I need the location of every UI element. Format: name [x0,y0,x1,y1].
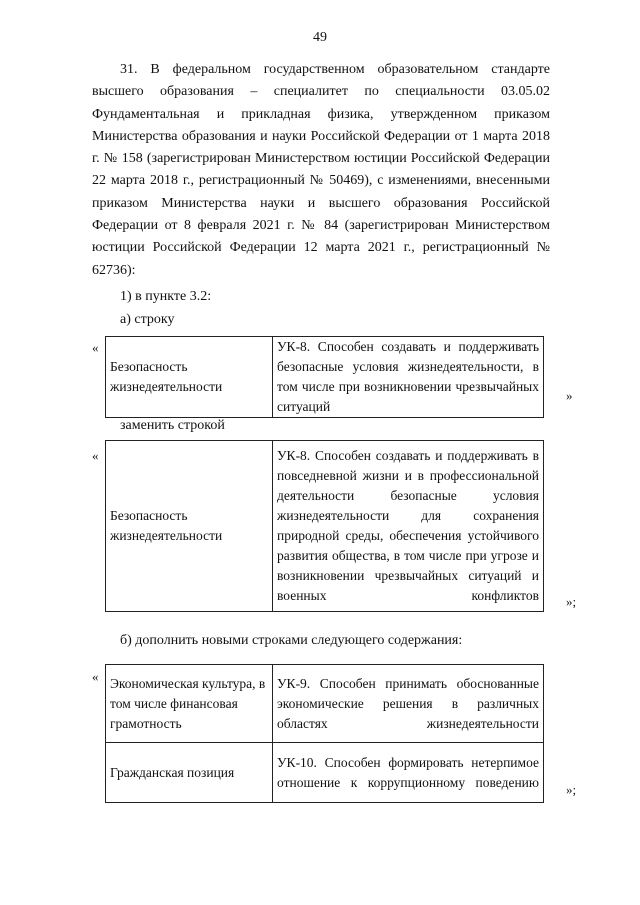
competence-description: УК-8. Способен создавать и поддерживать в повседневной жизни и в профессиональной деятельности безопасные условия жизнедеятельности для сохранения природной среды, обеспечения устойчивого развития общества, в том числе при угрозе и возникновении чрезвычайных ситуаций и военных конфликтов [273,441,544,612]
table-new-row [105,440,544,612]
subpoint-1: 1) в пункте 3.2: [120,289,212,304]
competence-description: УК-10. Способен формировать нетерпимое отношение к коррупционному поведению [273,743,544,803]
competence-category: Безопасность жизнедеятельности [106,337,273,418]
paragraph-31: 31. В федеральном государственном образовательном стандарте высшего образования – специалитет по специальности 03.05.02 Фундаментальная и прикладная физика, утвержденном приказом Министерства образования и науки Российской Федерации от 1 марта 2018 г. № 158 (зарегистрирован Министерством юстиции Российской Федерации 22 марта 2018 г., регистрационный № 50469), с изменениями, внесенными приказом Министерства науки и высшего образования Российской Федерации от 8 февраля 2021 г. № 84 (зарегистрирован Министерством юстиции Российской Федерации 12 марта 2021 г., регистрационный № 62736): [92,62,550,278]
table-added-rows [105,664,544,803]
competence-description: УК-9. Способен принимать обоснованные экономические решения в различных областях жизнедеятельности [273,665,544,743]
close-quote-1: » [566,388,573,403]
page-number: 49 [313,30,327,45]
competence-description: УК-8. Способен создавать и поддерживать безопасные условия жизнедеятельности, в том числе при возникновении чрезвычайных ситуаций [273,337,544,418]
competence-category: Экономическая культура, в том числе финансовая грамотность [106,665,273,743]
open-quote-1: « [92,340,99,355]
table-row [106,665,544,743]
open-quote-3: « [92,669,99,684]
competence-category: Безопасность жизнедеятельности [106,441,273,612]
close-quote-2: »; [566,594,577,609]
replace-text: заменить строкой [120,418,225,433]
subpoint-b: б) дополнить новыми строками следующего содержания: [120,633,463,648]
table-row [106,743,544,803]
close-quote-3: »; [566,782,577,797]
table-old-row [105,336,544,418]
competence-category: Гражданская позиция [106,743,273,803]
subpoint-a: а) строку [120,312,175,327]
open-quote-2: « [92,448,99,463]
